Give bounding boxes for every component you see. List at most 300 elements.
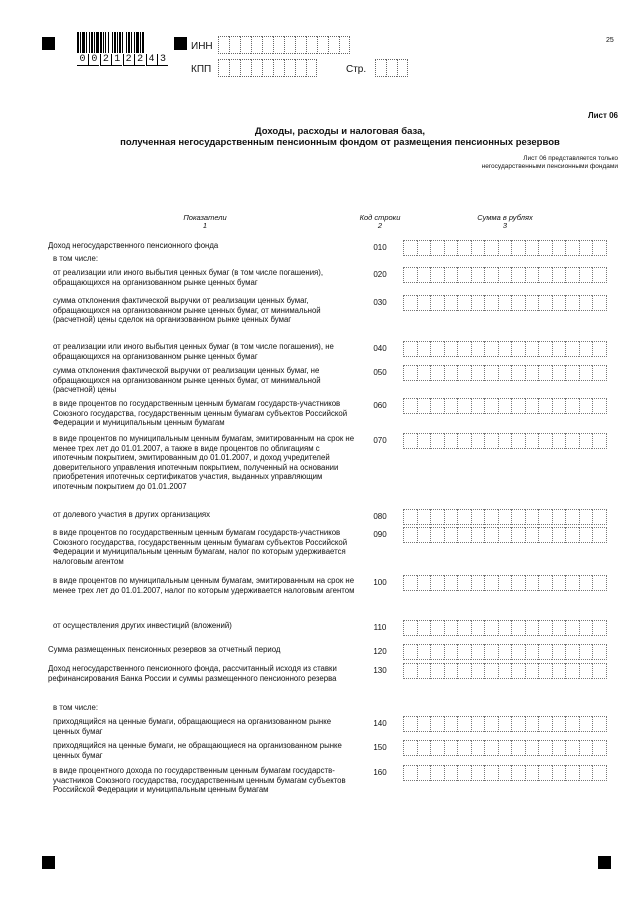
digit-cell[interactable]: [538, 433, 552, 449]
digit-cell[interactable]: [511, 398, 525, 414]
digit-cell[interactable]: [417, 509, 431, 525]
digit-cell[interactable]: [471, 527, 485, 543]
char-cell[interactable]: [251, 36, 262, 54]
sum-input-cells[interactable]: [403, 240, 607, 256]
digit-cell[interactable]: [457, 398, 471, 414]
digit-cell[interactable]: [457, 365, 471, 381]
digit-cell[interactable]: [498, 716, 512, 732]
digit-cell[interactable]: [525, 509, 539, 525]
digit-cell[interactable]: [484, 267, 498, 283]
digit-cell[interactable]: [498, 267, 512, 283]
digit-cell[interactable]: [498, 644, 512, 660]
digit-cell[interactable]: [565, 575, 579, 591]
digit-cell[interactable]: [538, 765, 552, 781]
digit-cell[interactable]: [457, 620, 471, 636]
digit-cell[interactable]: [538, 575, 552, 591]
digit-cell[interactable]: [430, 620, 444, 636]
digit-cell[interactable]: [525, 663, 539, 679]
row-code: 100: [373, 578, 387, 587]
digit-cell[interactable]: [444, 398, 458, 414]
digit-cell[interactable]: [552, 620, 566, 636]
digit-cell[interactable]: [525, 575, 539, 591]
char-cell[interactable]: [218, 36, 229, 54]
digit-cell[interactable]: [403, 240, 417, 256]
digit-cell[interactable]: [417, 267, 431, 283]
digit-cell[interactable]: [457, 240, 471, 256]
digit-cell[interactable]: [417, 620, 431, 636]
digit-cell[interactable]: [471, 644, 485, 660]
row-code: 080: [373, 512, 387, 521]
digit-cell[interactable]: [592, 765, 607, 781]
char-cell[interactable]: [262, 59, 273, 77]
sum-input-cells[interactable]: [403, 527, 607, 543]
digit-cell[interactable]: [430, 398, 444, 414]
char-cell[interactable]: [284, 36, 295, 54]
digit-cell[interactable]: [471, 365, 485, 381]
digit-cell[interactable]: [511, 365, 525, 381]
digit-cell[interactable]: [430, 295, 444, 311]
digit-cell[interactable]: [484, 398, 498, 414]
digit-cell[interactable]: [457, 509, 471, 525]
digit-cell[interactable]: [538, 663, 552, 679]
digit-cell[interactable]: [498, 575, 512, 591]
digit-cell[interactable]: [511, 341, 525, 357]
digit-cell[interactable]: [498, 527, 512, 543]
digit-cell[interactable]: [430, 716, 444, 732]
digit-cell[interactable]: [484, 765, 498, 781]
char-cell[interactable]: [306, 36, 317, 54]
row-code: 120: [373, 647, 387, 656]
digit-cell[interactable]: [417, 365, 431, 381]
digit-cell[interactable]: [511, 433, 525, 449]
digit-cell[interactable]: [403, 267, 417, 283]
digit-cell[interactable]: [444, 716, 458, 732]
digit-cell[interactable]: [565, 527, 579, 543]
digit-cell[interactable]: [565, 716, 579, 732]
digit-cell[interactable]: [430, 527, 444, 543]
digit-cell[interactable]: [538, 240, 552, 256]
digit-cell[interactable]: [417, 740, 431, 756]
digit-cell[interactable]: [592, 644, 607, 660]
sum-input-cells[interactable]: [403, 341, 607, 357]
digit-cell[interactable]: [403, 295, 417, 311]
digit-cell[interactable]: [498, 295, 512, 311]
digit-cell[interactable]: [592, 365, 607, 381]
digit-cell[interactable]: [403, 740, 417, 756]
digit-cell[interactable]: [538, 365, 552, 381]
digit-cell[interactable]: [457, 267, 471, 283]
sum-input-cells[interactable]: [403, 267, 607, 283]
digit-cell[interactable]: [471, 663, 485, 679]
digit-cell[interactable]: [444, 575, 458, 591]
digit-cell[interactable]: [579, 509, 593, 525]
char-cell[interactable]: [251, 59, 262, 77]
digit-cell[interactable]: [471, 575, 485, 591]
digit-cell[interactable]: [430, 433, 444, 449]
digit-cell[interactable]: [525, 765, 539, 781]
digit-cell[interactable]: [538, 527, 552, 543]
digit-cell[interactable]: [457, 644, 471, 660]
digit-cell[interactable]: [511, 740, 525, 756]
digit-cell[interactable]: [471, 740, 485, 756]
row-label: от реализации или иного выбытия ценных бумаг (в том числе погашения), не обращающихся на организованном рынке ценных бумаг: [53, 342, 334, 361]
char-cell[interactable]: [218, 59, 229, 77]
digit-cell[interactable]: [484, 433, 498, 449]
sum-input-cells[interactable]: [403, 663, 607, 679]
digit-cell[interactable]: [444, 267, 458, 283]
digit-cell[interactable]: [511, 267, 525, 283]
digit-cell[interactable]: [579, 240, 593, 256]
digit-cell[interactable]: [444, 365, 458, 381]
char-cell[interactable]: [229, 36, 240, 54]
digit-cell[interactable]: [565, 240, 579, 256]
digit-cell[interactable]: [498, 663, 512, 679]
char-cell[interactable]: [375, 59, 386, 77]
digit-cell[interactable]: [525, 620, 539, 636]
char-cell[interactable]: [273, 59, 284, 77]
digit-cell[interactable]: [511, 620, 525, 636]
sum-input-cells[interactable]: [403, 398, 607, 414]
digit-cell[interactable]: [538, 716, 552, 732]
digit-cell[interactable]: [484, 240, 498, 256]
digit-cell[interactable]: [457, 663, 471, 679]
digit-cell[interactable]: [444, 240, 458, 256]
digit-cell[interactable]: [552, 663, 566, 679]
digit-cell[interactable]: [444, 341, 458, 357]
digit-cell[interactable]: [525, 433, 539, 449]
digit-cell[interactable]: [471, 295, 485, 311]
digit-cell[interactable]: [430, 267, 444, 283]
row-label: приходящийся на ценные бумаги, не обращающиеся на организованном рынке ценных бумаг: [53, 741, 342, 760]
char-cell[interactable]: [262, 36, 273, 54]
digit-cell[interactable]: [552, 398, 566, 414]
digit-cell[interactable]: [444, 295, 458, 311]
digit-cell[interactable]: [457, 575, 471, 591]
digit-cell[interactable]: [592, 740, 607, 756]
digit-cell[interactable]: [444, 620, 458, 636]
digit-cell[interactable]: [403, 716, 417, 732]
digit-cell[interactable]: [498, 365, 512, 381]
digit-cell[interactable]: [538, 509, 552, 525]
digit-cell[interactable]: [430, 341, 444, 357]
digit-cell[interactable]: [417, 644, 431, 660]
digit-cell[interactable]: [565, 398, 579, 414]
digit-cell[interactable]: [592, 398, 607, 414]
char-cell[interactable]: [339, 36, 350, 54]
barcode-digit: 0: [77, 54, 88, 66]
digit-cell[interactable]: [484, 644, 498, 660]
digit-cell[interactable]: [430, 644, 444, 660]
digit-cell[interactable]: [552, 433, 566, 449]
digit-cell[interactable]: [403, 341, 417, 357]
digit-cell[interactable]: [430, 740, 444, 756]
digit-cell[interactable]: [552, 575, 566, 591]
char-cell[interactable]: [328, 36, 339, 54]
digit-cell[interactable]: [417, 663, 431, 679]
digit-cell[interactable]: [538, 620, 552, 636]
digit-cell[interactable]: [592, 240, 607, 256]
digit-cell[interactable]: [538, 398, 552, 414]
digit-cell[interactable]: [471, 765, 485, 781]
digit-cell[interactable]: [444, 433, 458, 449]
digit-cell[interactable]: [430, 575, 444, 591]
digit-cell[interactable]: [471, 433, 485, 449]
char-cell[interactable]: [386, 59, 397, 77]
digit-cell[interactable]: [471, 240, 485, 256]
digit-cell[interactable]: [525, 240, 539, 256]
kpp-field[interactable]: [218, 59, 317, 77]
digit-cell[interactable]: [457, 341, 471, 357]
digit-cell[interactable]: [565, 365, 579, 381]
digit-cell[interactable]: [484, 341, 498, 357]
digit-cell[interactable]: [525, 644, 539, 660]
digit-cell[interactable]: [417, 341, 431, 357]
digit-cell[interactable]: [565, 509, 579, 525]
row-code: 030: [373, 298, 387, 307]
digit-cell[interactable]: [403, 575, 417, 591]
digit-cell[interactable]: [579, 527, 593, 543]
sum-input-cells[interactable]: [403, 575, 607, 591]
digit-cell[interactable]: [498, 240, 512, 256]
inn-field[interactable]: [218, 36, 350, 54]
char-cell[interactable]: [284, 59, 295, 77]
row-code: 160: [373, 768, 387, 777]
digit-cell[interactable]: [552, 644, 566, 660]
page-number: 25: [606, 37, 614, 44]
digit-cell[interactable]: [592, 575, 607, 591]
digit-cell[interactable]: [552, 295, 566, 311]
digit-cell[interactable]: [525, 341, 539, 357]
sum-input-cells[interactable]: [403, 644, 607, 660]
digit-cell[interactable]: [484, 509, 498, 525]
digit-cell[interactable]: [592, 527, 607, 543]
digit-cell[interactable]: [552, 509, 566, 525]
digit-cell[interactable]: [579, 341, 593, 357]
row-label: в том числе:: [53, 703, 99, 712]
digit-cell[interactable]: [579, 716, 593, 732]
digit-cell[interactable]: [471, 341, 485, 357]
digit-cell[interactable]: [471, 398, 485, 414]
digit-cell[interactable]: [403, 663, 417, 679]
digit-cell[interactable]: [565, 267, 579, 283]
digit-cell[interactable]: [552, 765, 566, 781]
sum-input-cells[interactable]: [403, 509, 607, 525]
digit-cell[interactable]: [538, 341, 552, 357]
digit-cell[interactable]: [417, 398, 431, 414]
digit-cell[interactable]: [592, 663, 607, 679]
sum-input-cells[interactable]: [403, 365, 607, 381]
digit-cell[interactable]: [552, 365, 566, 381]
digit-cell[interactable]: [484, 295, 498, 311]
digit-cell[interactable]: [525, 267, 539, 283]
digit-cell[interactable]: [471, 620, 485, 636]
digit-cell[interactable]: [579, 765, 593, 781]
digit-cell[interactable]: [552, 527, 566, 543]
digit-cell[interactable]: [484, 620, 498, 636]
digit-cell[interactable]: [565, 295, 579, 311]
sum-input-cells[interactable]: [403, 740, 607, 756]
digit-cell[interactable]: [511, 575, 525, 591]
digit-cell[interactable]: [592, 295, 607, 311]
digit-cell[interactable]: [417, 295, 431, 311]
digit-cell[interactable]: [457, 765, 471, 781]
digit-cell[interactable]: [403, 365, 417, 381]
digit-cell[interactable]: [403, 509, 417, 525]
digit-cell[interactable]: [430, 365, 444, 381]
digit-cell[interactable]: [511, 765, 525, 781]
digit-cell[interactable]: [511, 716, 525, 732]
digit-cell[interactable]: [579, 267, 593, 283]
digit-cell[interactable]: [403, 620, 417, 636]
digit-cell[interactable]: [444, 509, 458, 525]
digit-cell[interactable]: [417, 575, 431, 591]
digit-cell[interactable]: [525, 740, 539, 756]
char-cell[interactable]: [240, 36, 251, 54]
digit-cell[interactable]: [457, 433, 471, 449]
char-cell[interactable]: [295, 36, 306, 54]
char-cell[interactable]: [397, 59, 408, 77]
digit-cell[interactable]: [430, 765, 444, 781]
digit-cell[interactable]: [579, 575, 593, 591]
digit-cell[interactable]: [484, 740, 498, 756]
digit-cell[interactable]: [403, 527, 417, 543]
digit-cell[interactable]: [552, 740, 566, 756]
digit-cell[interactable]: [498, 341, 512, 357]
digit-cell[interactable]: [552, 267, 566, 283]
digit-cell[interactable]: [417, 433, 431, 449]
digit-cell[interactable]: [430, 240, 444, 256]
digit-cell[interactable]: [498, 765, 512, 781]
digit-cell[interactable]: [592, 433, 607, 449]
digit-cell[interactable]: [498, 620, 512, 636]
digit-cell[interactable]: [403, 398, 417, 414]
col-indicators: [130, 214, 280, 230]
digit-cell[interactable]: [403, 644, 417, 660]
digit-cell[interactable]: [484, 365, 498, 381]
digit-cell[interactable]: [565, 620, 579, 636]
digit-cell[interactable]: [457, 716, 471, 732]
char-cell[interactable]: [229, 59, 240, 77]
digit-cell[interactable]: [511, 240, 525, 256]
digit-cell[interactable]: [511, 663, 525, 679]
digit-cell[interactable]: [498, 509, 512, 525]
digit-cell[interactable]: [579, 365, 593, 381]
page-field[interactable]: [375, 59, 408, 77]
sum-input-cells[interactable]: [403, 765, 607, 781]
sum-input-cells[interactable]: [403, 433, 607, 449]
digit-cell[interactable]: [592, 620, 607, 636]
digit-cell[interactable]: [511, 644, 525, 660]
char-cell[interactable]: [306, 59, 317, 77]
digit-cell[interactable]: [511, 295, 525, 311]
digit-cell[interactable]: [444, 663, 458, 679]
digit-cell[interactable]: [565, 433, 579, 449]
digit-cell[interactable]: [552, 716, 566, 732]
digit-cell[interactable]: [444, 765, 458, 781]
digit-cell[interactable]: [525, 365, 539, 381]
digit-cell[interactable]: [579, 398, 593, 414]
digit-cell[interactable]: [444, 644, 458, 660]
sheet-note-line1: Лист 06 представляется только: [523, 155, 618, 162]
digit-cell[interactable]: [538, 644, 552, 660]
digit-cell[interactable]: [565, 644, 579, 660]
digit-cell[interactable]: [484, 716, 498, 732]
digit-cell[interactable]: [444, 740, 458, 756]
digit-cell[interactable]: [417, 716, 431, 732]
digit-cell[interactable]: [525, 527, 539, 543]
digit-cell[interactable]: [498, 740, 512, 756]
char-cell[interactable]: [317, 36, 328, 54]
digit-cell[interactable]: [430, 509, 444, 525]
digit-cell[interactable]: [565, 663, 579, 679]
digit-cell[interactable]: [579, 740, 593, 756]
digit-cell[interactable]: [484, 663, 498, 679]
digit-cell[interactable]: [511, 509, 525, 525]
col-code-title: Код строки: [359, 213, 401, 222]
digit-cell[interactable]: [538, 740, 552, 756]
digit-cell[interactable]: [417, 765, 431, 781]
digit-cell[interactable]: [403, 765, 417, 781]
row-label: от осуществления других инвестиций (вложений): [53, 621, 232, 630]
digit-cell[interactable]: [417, 240, 431, 256]
digit-cell[interactable]: [457, 527, 471, 543]
digit-cell[interactable]: [403, 433, 417, 449]
digit-cell[interactable]: [538, 267, 552, 283]
row-code: 060: [373, 401, 387, 410]
digit-cell[interactable]: [498, 433, 512, 449]
digit-cell[interactable]: [552, 240, 566, 256]
sum-input-cells[interactable]: [403, 716, 607, 732]
digit-cell[interactable]: [457, 740, 471, 756]
char-cell[interactable]: [295, 59, 306, 77]
digit-cell[interactable]: [471, 716, 485, 732]
digit-cell[interactable]: [525, 295, 539, 311]
digit-cell[interactable]: [592, 509, 607, 525]
digit-cell[interactable]: [511, 527, 525, 543]
digit-cell[interactable]: [525, 716, 539, 732]
digit-cell[interactable]: [444, 527, 458, 543]
digit-cell[interactable]: [565, 341, 579, 357]
digit-cell[interactable]: [430, 663, 444, 679]
digit-cell[interactable]: [552, 341, 566, 357]
col-code: [352, 214, 408, 230]
digit-cell[interactable]: [565, 765, 579, 781]
char-cell[interactable]: [240, 59, 251, 77]
digit-cell[interactable]: [579, 620, 593, 636]
digit-cell[interactable]: [525, 398, 539, 414]
digit-cell[interactable]: [565, 740, 579, 756]
digit-cell[interactable]: [579, 433, 593, 449]
digit-cell[interactable]: [538, 295, 552, 311]
char-cell[interactable]: [273, 36, 284, 54]
digit-cell[interactable]: [592, 716, 607, 732]
digit-cell[interactable]: [471, 509, 485, 525]
digit-cell[interactable]: [579, 295, 593, 311]
digit-cell[interactable]: [471, 267, 485, 283]
digit-cell[interactable]: [498, 398, 512, 414]
page-label: Стр.: [346, 64, 367, 75]
digit-cell[interactable]: [484, 575, 498, 591]
digit-cell[interactable]: [457, 295, 471, 311]
sum-input-cells[interactable]: [403, 620, 607, 636]
sum-input-cells[interactable]: [403, 295, 607, 311]
digit-cell[interactable]: [579, 663, 593, 679]
digit-cell[interactable]: [592, 267, 607, 283]
digit-cell[interactable]: [484, 527, 498, 543]
digit-cell[interactable]: [592, 341, 607, 357]
digit-cell[interactable]: [579, 644, 593, 660]
digit-cell[interactable]: [417, 527, 431, 543]
